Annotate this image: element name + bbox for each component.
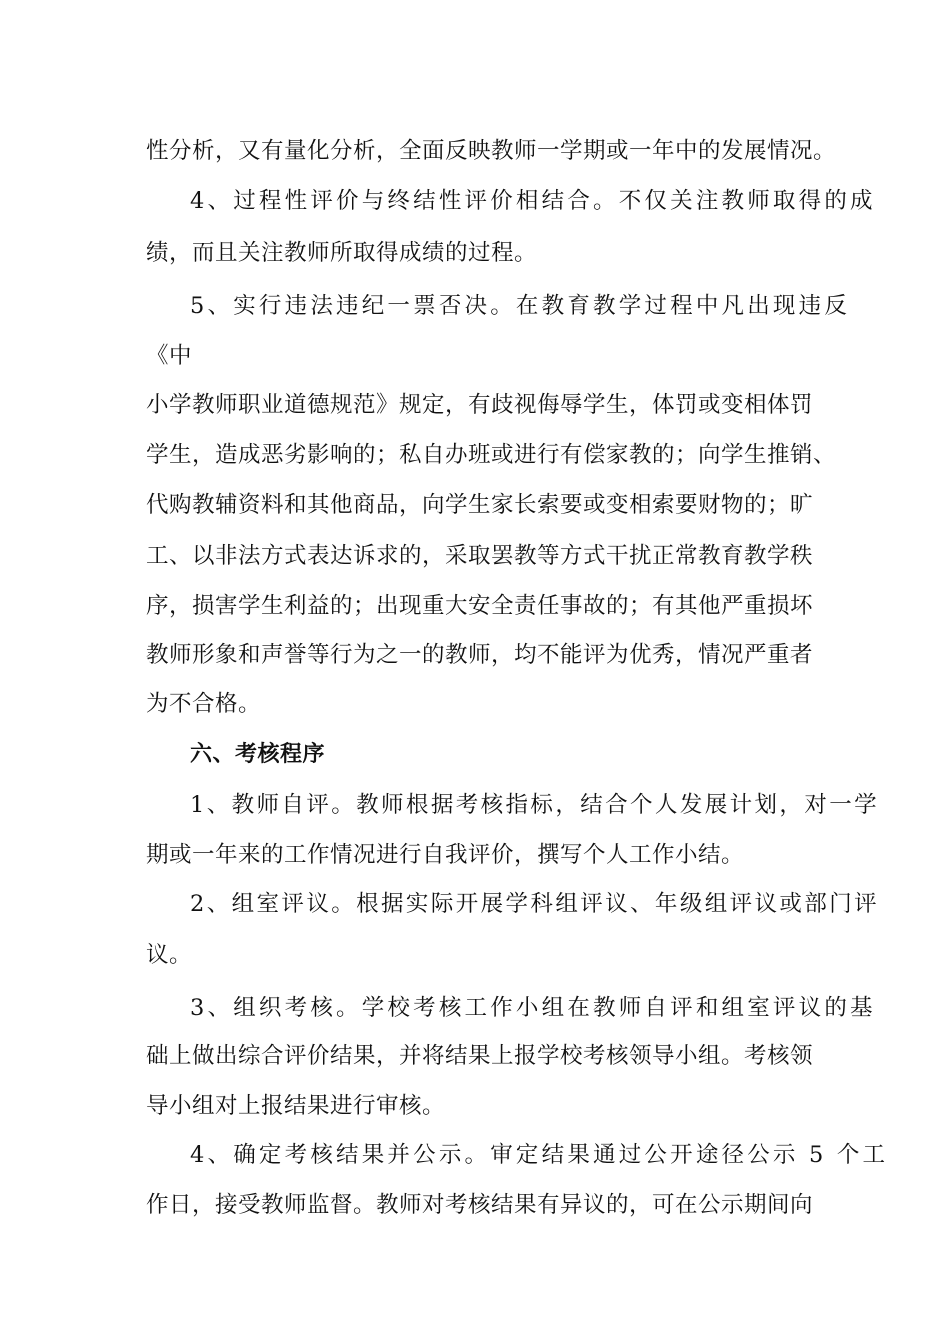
paragraph-line: 为不合格。	[146, 691, 262, 717]
paragraph-line: 工、以非法方式表达诉求的，采取罢教等方式干扰正常教育教学秩	[146, 543, 814, 569]
paragraph-line: 2、组室评议。根据实际开展学科组评议、年级组评议或部门评	[190, 891, 880, 917]
paragraph-line: 作日，接受教师监督。教师对考核结果有异议的，可在公示期间向	[146, 1192, 814, 1218]
paragraph-line: 础上做出综合评价结果，并将结果上报学校考核领导小组。考核领	[146, 1043, 814, 1069]
paragraph-line: 5、实行违法违纪一票否决。在教育教学过程中凡出现违反	[190, 293, 851, 319]
paragraph-line: 4、确定考核结果并公示。审定结果通过公开途径公示 5 个工	[190, 1142, 889, 1168]
paragraph-line: 《中	[146, 343, 193, 369]
paragraph-line: 1、教师自评。教师根据考核指标，结合个人发展计划，对一学	[190, 792, 880, 818]
paragraph-line: 议。	[146, 942, 193, 968]
paragraph-line: 教师形象和声誉等行为之一的教师，均不能评为优秀，情况严重者	[146, 642, 814, 668]
paragraph-line: 期或一年来的工作情况进行自我评价，撰写个人工作小结。	[146, 842, 745, 868]
section-heading: 六、考核程序	[190, 742, 326, 767]
paragraph-line: 3、组织考核。学校考核工作小组在教师自评和组室评议的基	[190, 995, 876, 1021]
paragraph-line: 代购教辅资料和其他商品，向学生家长索要或变相索要财物的；旷	[146, 492, 814, 518]
paragraph-line: 小学教师职业道德规范》规定，有歧视侮辱学生，体罚或变相体罚	[146, 392, 814, 418]
paragraph-line: 导小组对上报结果进行审核。	[146, 1093, 446, 1119]
paragraph-line: 性分析，又有量化分析，全面反映教师一学期或一年中的发展情况。	[146, 138, 837, 164]
paragraph-line: 绩，而且关注教师所取得成绩的过程。	[146, 240, 538, 266]
paragraph-line: 学生，造成恶劣影响的；私自办班或进行有偿家教的；向学生推销、	[146, 442, 837, 468]
paragraph-line: 4、过程性评价与终结性评价相结合。不仅关注教师取得的成	[190, 188, 876, 214]
paragraph-line: 序，损害学生利益的；出现重大安全责任事故的；有其他严重损坏	[146, 593, 814, 619]
